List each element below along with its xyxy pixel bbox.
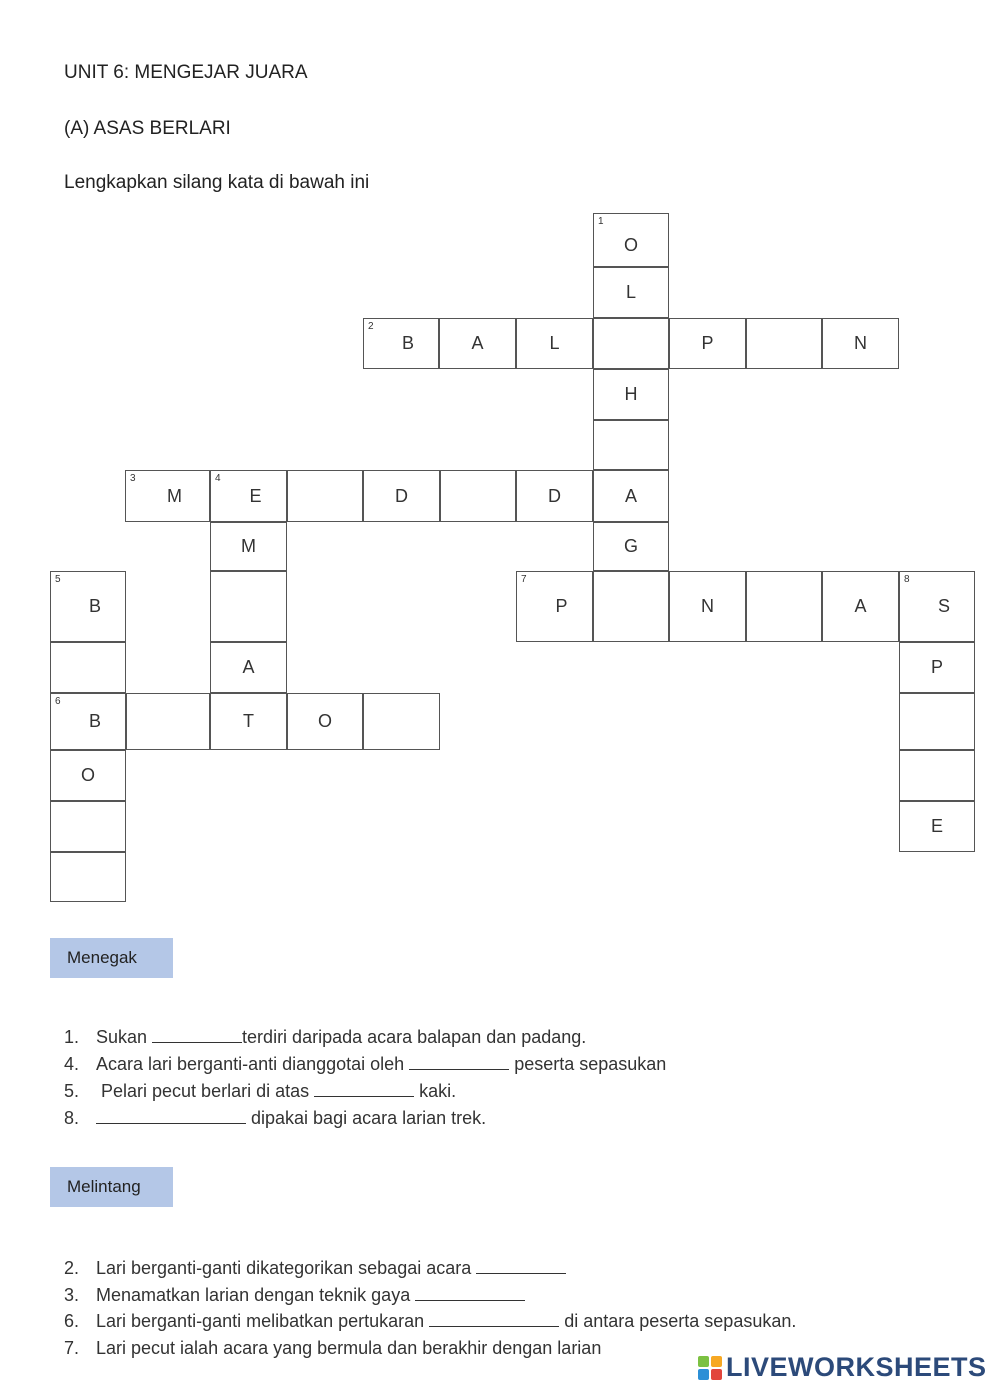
clue-text-before: Pelari pecut berlari di atas (96, 1081, 315, 1101)
logo-text: LIVEWORKSHEETS (726, 1352, 987, 1382)
clue-num: 2. (64, 1258, 80, 1278)
crossword-cell[interactable] (746, 318, 822, 369)
cell-letter: P (701, 333, 714, 353)
logo-square (698, 1369, 709, 1380)
clue-text-before: Sukan (96, 1027, 153, 1047)
crossword-cell[interactable] (516, 318, 593, 369)
crossword-cell[interactable] (50, 852, 126, 902)
crossword-cell[interactable] (210, 522, 287, 571)
crossword-cell[interactable] (126, 693, 210, 750)
cell-letter: P (555, 596, 568, 616)
crossword-cell[interactable] (899, 750, 975, 801)
crossword-cell[interactable] (210, 693, 287, 750)
crossword-cell[interactable] (363, 693, 440, 750)
answer-blank[interactable] (429, 1308, 559, 1327)
clue-num: 5. (64, 1081, 80, 1101)
crossword-cell[interactable] (822, 571, 899, 642)
cell-letter: H (624, 384, 638, 404)
clue-number: 8 (904, 574, 910, 585)
liveworksheets-logo (698, 1352, 987, 1383)
crossword-cell[interactable] (287, 693, 363, 750)
crossword-cell[interactable] (669, 571, 746, 642)
logo-square (698, 1356, 709, 1367)
crossword-cell[interactable] (593, 470, 669, 522)
cell-letter: O (623, 234, 638, 255)
crossword-cell[interactable] (516, 470, 593, 522)
crossword-cell[interactable] (899, 642, 975, 693)
clue-line (64, 1308, 796, 1332)
cell-letter: L (625, 282, 636, 302)
clue-line (64, 1024, 586, 1048)
crossword-cell[interactable] (822, 318, 899, 369)
clue-line (64, 1078, 456, 1102)
clue-line (64, 1105, 486, 1129)
clue-text-before: Acara lari berganti-anti dianggotai oleh (96, 1054, 410, 1074)
clue-number: 3 (130, 473, 136, 484)
cell-letter: E (249, 485, 262, 506)
clue-number: 6 (55, 696, 61, 707)
clue-num: 3. (64, 1285, 80, 1305)
cell-letter: G (623, 536, 638, 556)
cell-letter: M (241, 536, 256, 556)
cell-letter: P (930, 657, 943, 677)
clue-num: 4. (64, 1054, 80, 1074)
crossword-cell[interactable] (50, 693, 126, 750)
clue-line (64, 1335, 601, 1359)
cell-letter: D (548, 485, 561, 506)
crossword-cell[interactable] (287, 470, 363, 522)
clue-number: 4 (215, 473, 221, 484)
crossword-cell[interactable] (210, 571, 287, 642)
crossword-cell[interactable] (210, 642, 287, 693)
clue-text-after: dipakai bagi acara larian trek. (246, 1108, 487, 1128)
clue-line (64, 1051, 666, 1075)
crossword-cell[interactable] (50, 642, 126, 693)
clue-num: 1. (64, 1027, 80, 1047)
clue-text-before: Lari pecut ialah acara yang bermula dan berakhir dengan larian (96, 1338, 602, 1358)
unit-title: UNIT 6: MENGEJAR JUARA (64, 62, 308, 83)
clue-number: 1 (598, 216, 604, 227)
answer-blank[interactable] (409, 1051, 509, 1070)
clue-text-after: terdiri daripada acara balapan dan padang. (242, 1027, 587, 1047)
crossword-cell[interactable] (593, 213, 669, 267)
crossword-cell[interactable] (210, 470, 287, 522)
cell-letter: B (401, 333, 414, 353)
clue-text-before: Lari berganti-ganti melibatkan pertukaran (96, 1311, 430, 1331)
crossword-cell[interactable] (439, 318, 516, 369)
clue-text-after: peserta sepasukan (509, 1054, 667, 1074)
answer-blank[interactable] (415, 1282, 525, 1301)
crossword-cell[interactable] (593, 318, 669, 369)
clue-text-before: Lari berganti-ganti dikategorikan sebagai acara (96, 1258, 477, 1278)
cell-letter: M (167, 485, 182, 506)
clue-number: 5 (55, 574, 61, 585)
crossword-cell[interactable] (440, 470, 516, 522)
cell-letter: A (471, 333, 484, 353)
section-title: (A) ASAS BERLARI (64, 118, 231, 139)
crossword-cell[interactable] (593, 267, 669, 318)
cell-letter: O (80, 765, 95, 785)
clue-text-after: di antara peserta sepasukan. (559, 1311, 797, 1331)
crossword-cell[interactable] (363, 318, 439, 369)
cell-letter: D (395, 485, 408, 506)
clue-text-after: kaki. (414, 1081, 457, 1101)
cell-letter: L (549, 333, 560, 353)
cell-letter: A (624, 485, 637, 506)
clue-num: 7. (64, 1338, 80, 1358)
clue-num: 6. (64, 1311, 80, 1331)
logo-square (711, 1369, 722, 1380)
across-label: Melintang (50, 1167, 173, 1207)
cell-letter: B (88, 596, 101, 616)
cell-letter: A (242, 657, 255, 677)
crossword-cell[interactable] (899, 571, 975, 642)
crossword-cell[interactable] (746, 571, 822, 642)
crossword-cell[interactable] (593, 522, 669, 571)
crossword-cell[interactable] (899, 693, 975, 750)
crossword-cell[interactable] (363, 470, 440, 522)
logo-mark-icon (698, 1356, 722, 1380)
down-label: Menegak (50, 938, 173, 978)
cell-letter: S (937, 596, 950, 616)
cell-letter: O (317, 711, 332, 731)
crossword-cell[interactable] (516, 571, 593, 642)
crossword-cell[interactable] (50, 801, 126, 852)
logo-square (711, 1356, 722, 1367)
crossword-cell[interactable] (899, 801, 975, 852)
answer-blank[interactable] (314, 1078, 414, 1097)
answer-blank[interactable] (476, 1255, 566, 1274)
instruction-text: Lengkapkan silang kata di bawah ini (64, 172, 370, 193)
cell-letter: T (243, 711, 254, 731)
crossword-cell[interactable] (669, 318, 746, 369)
crossword-cell[interactable] (50, 571, 126, 642)
clue-num: 8. (64, 1108, 80, 1128)
cell-letter: N (701, 596, 714, 616)
answer-blank[interactable] (96, 1105, 246, 1124)
clue-number: 7 (521, 574, 527, 585)
crossword-cell[interactable] (50, 750, 126, 801)
crossword-cell[interactable] (125, 470, 210, 522)
cell-letter: A (854, 596, 867, 616)
clue-line (64, 1255, 566, 1279)
cell-letter: E (930, 816, 943, 836)
crossword-cell[interactable] (593, 420, 669, 470)
answer-blank[interactable] (152, 1024, 242, 1043)
crossword-cell[interactable] (593, 369, 669, 420)
clue-number: 2 (368, 321, 374, 332)
cell-letter: N (854, 333, 867, 353)
cell-letter: B (88, 711, 101, 731)
clue-text-before: Menamatkan larian dengan teknik gaya (96, 1285, 416, 1305)
crossword-cell[interactable] (593, 571, 669, 642)
clue-line (64, 1282, 525, 1306)
